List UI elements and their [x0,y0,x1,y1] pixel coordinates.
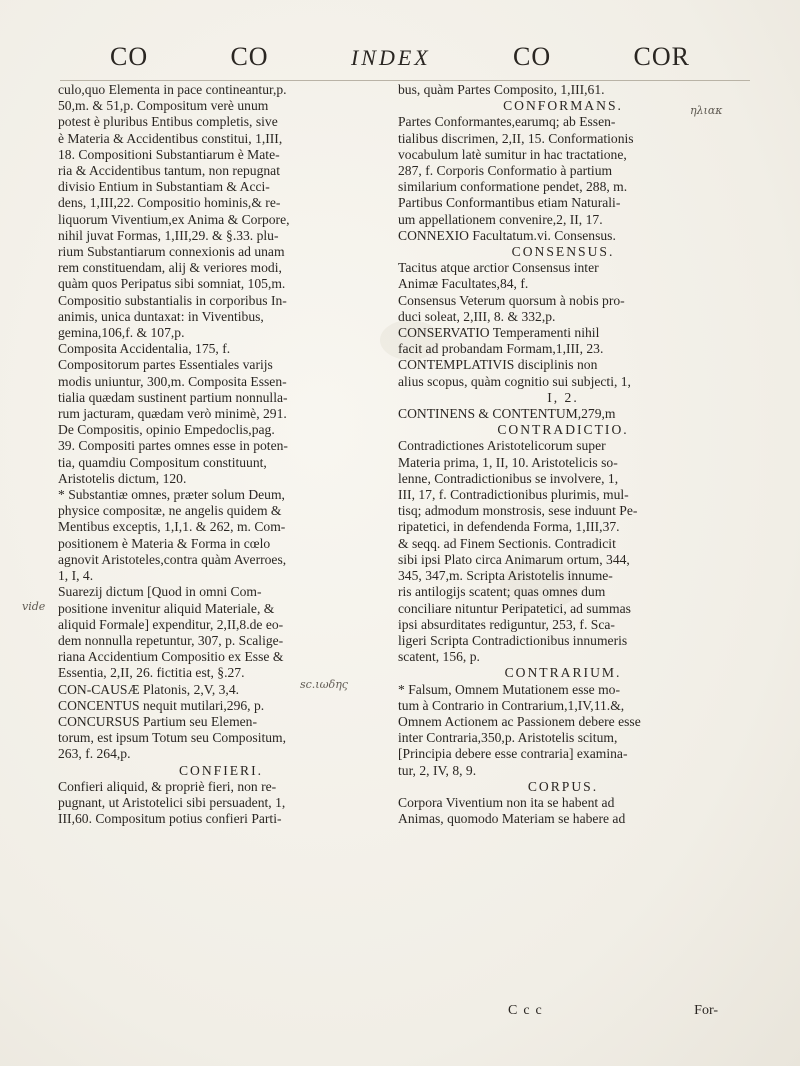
index-heading: CONTRARIUM. [504,665,622,681]
index-line: dem nonnulla repetuntur, 307, p. Scalige- [58,632,284,648]
index-line: 39. Compositi partes omnes esse in poten- [58,438,288,454]
index-line: rem constituendam, alij & veriores modi, [58,260,282,276]
index-line: CONTEMPLATIVIS disciplinis non [398,357,598,373]
index-line: ris antilogijs scatent; quas omnes dum [398,584,606,600]
index-line: tia, quamdiu Compositum constituunt, [58,454,267,470]
index-line: 1, I, 4. [58,568,94,584]
index-line: CONCURSUS Partium seu Elemen- [58,713,257,729]
right-column [398,82,728,827]
index-heading: CONTRADICTIO. [497,422,629,438]
index-line: quàm quos Peripatus sibi somniat, 105,m. [58,276,286,292]
index-line: è Materia & Accidentibus constitui, 1,III, [58,130,283,146]
index-line: CONNEXIO Facultatum.vi. Consensus. [398,227,616,243]
index-line: riana Accidentium Compositio ex Esse & [58,649,284,665]
index-line: Consensus Veterum quorsum à nobis pro- [398,292,625,308]
index-heading: CORPUS. [527,778,599,794]
header-left-1: CO [110,42,149,71]
index-line: Corpora Viventium non ita se habent ad [398,794,615,810]
index-line: alius scopus, quàm cognitio sui subjecti, 1, [398,373,631,389]
index-heading: I, 2. [547,389,579,405]
marginal-note: sc.ιωδης [300,678,348,691]
catchword: For- [694,1003,718,1018]
index-line: ipsi absurditates rediguntur, 253, f. Sca- [398,616,615,632]
index-line: [Principia debere esse contraria] examina- [398,746,628,762]
index-line: facit ad probandam Formam,1,III, 23. [398,341,604,357]
index-line: Animæ Facultates,84, f. [398,276,529,292]
index-line: ripatetici, in defendenda Forma, 1,III,37. [398,519,620,535]
index-line: Partes Conformantes,earumq; ab Essen- [398,114,616,130]
index-line: Aristotelis dictum, 120. [58,470,187,486]
index-line: CONTINENS & CONTENTUM,279,m [398,406,616,422]
index-line: Tacitus atque arctior Consensus inter [398,260,599,276]
index-line: rum jacturam, quædam verò minimè, 291. [58,406,287,422]
signature-mark: Ccc [508,1003,548,1018]
index-line: Contradictiones Aristotelicorum super [398,438,606,454]
index-line: 50,m. & 51,p. Compositum verè unum [58,98,269,114]
index-line: * Falsum, Omnem Mutationem esse mo- [398,681,621,697]
index-line: Omnem Actionem ac Passionem debere esse [398,713,641,729]
index-heading: CONFORMANS. [503,98,623,114]
left-column [58,82,384,827]
index-line: Composita Accidentalia, 175, f. [58,341,231,357]
index-line: vocabulum latè sumitur in hac tractatione, [398,146,627,162]
index-line: Animas, quomodo Materiam se habere ad [398,811,626,827]
index-line: physice compositæ, ne angelis quidem & [58,503,282,519]
index-line: De Compositis, opinio Empedoclis,pag. [58,422,275,438]
index-line: pugnant, ut Aristotelici sibi persuadent, 1, [58,794,286,810]
index-line: agnovit Aristoteles,contra quàm Averroes, [58,551,287,567]
index-line: inter Contraria,350,p. Aristotelis scitum, [398,730,618,746]
index-line: Compositio substantialis in corporibus In- [58,292,287,308]
index-line: tisq; admodum monstrosis, sese induunt Pe- [398,503,638,519]
index-line: * Substantiæ omnes, præter solum Deum, [58,487,285,503]
index-line: aliquid Formale] expenditur, 2,II,8.de eo- [58,616,284,632]
marginal-note: vide [22,600,46,613]
index-line: Compositorum partes Essentiales varijs [58,357,273,373]
index-line: 345, 347,m. Scripta Aristotelis innume- [398,568,613,584]
index-line: torum, est ipsum Totum seu Compositum, [58,730,287,746]
header-rule [60,80,750,81]
running-header [110,42,690,82]
index-line: liquorum Viventium,ex Anima & Corpore, [58,211,290,227]
index-line: modis uniuntur, 300,m. Composita Essen- [58,373,287,389]
index-line: gemina,106,f. & 107,p. [58,325,185,341]
index-line: III, 17, f. Contradictionibus plurimis, mul- [398,487,629,503]
index-line: potest è pluribus Entibus completis, sive [58,114,278,130]
index-line: positione invenitur aliquid Materiale, & [58,600,275,616]
index-line: & seqq. ad Finem Sectionis. Contradicit [398,535,616,551]
index-line: Mentibus exceptis, 1,I,1. & 262, m. Com- [58,519,286,535]
index-heading: CONFIERI. [178,762,264,778]
index-line: scatent, 156, p. [398,649,480,665]
index-line: tur, 2, IV, 8, 9. [398,762,477,778]
index-line: sibi ipsi Plato circa Animarum ortum, 344, [398,551,630,567]
index-line: positionem è Materia & Forma in cœlo [58,535,271,551]
index-line: rium Substantiarum connexionis ad unam [58,244,285,260]
index-line: divisio Entium in Substantiam & Acci- [58,179,270,195]
index-line: animis, unica duntaxat: in Viventibus, [58,308,264,324]
index-line: nihil juvat Formas, 1,III,29. & §.33. plu- [58,227,279,243]
index-line: Confieri aliquid, & propriè fieri, non re- [58,778,277,794]
index-line: III,60. Compositum potius confieri Parti- [58,811,282,827]
index-line: similarium conformatione pendet, 288, m. [398,179,628,195]
index-line: tum à Contrario in Contrarium,1,IV,11.&, [398,697,625,713]
index-line: tialibus discrimen, 2,II, 15. Conformationis [398,130,634,146]
header-right-2: COR [633,42,690,71]
header-left-2: CO [230,42,269,71]
index-line: duci soleat, 2,III, 8. & 332,p. [398,308,556,324]
index-line: conciliare nituntur Peripatetici, ad summas [398,600,631,616]
index-line: ria & Accidentibus tantum, non repugnat [58,163,280,179]
index-line: ligeri Scripta Contradictionibus innumeris [398,632,628,648]
header-title: INDEX [350,45,431,70]
index-line: lenne, Contradictionibus se involvere, 1, [398,470,619,486]
index-line: CON-CAUSÆ Platonis, 2,V, 3,4. [58,681,240,697]
index-line: Suarezij dictum [Quod in omni Com- [58,584,262,600]
index-line: Partibus Conformantibus etiam Naturali- [398,195,621,211]
index-line: 18. Compositioni Substantiarum è Mate- [58,146,280,162]
index-heading: CONSENSUS. [511,244,615,260]
index-line: dens, 1,III,22. Compositio hominis,& re- [58,195,281,211]
index-line: 263, f. 264,p. [58,746,131,762]
index-line: tialia quædam sustinent partium nonnulla- [58,389,288,405]
index-line: um appellationem convenire,2, II, 17. [398,211,603,227]
index-line: CONCENTUS nequit mutilari,296, p. [58,697,265,713]
index-line: culo,quo Elementa in pace contineantur,p. [58,82,287,97]
index-line: 287, f. Corporis Conformatio à partium [398,163,613,179]
index-line: CONSERVATIO Temperamenti nihil [398,325,600,341]
index-line: Essentia, 2,II, 26. fictitia est, §.27. [58,665,245,681]
header-right-1: CO [513,42,552,71]
index-line: bus, quàm Partes Composito, 1,III,61. [398,82,605,97]
marginal-note: ηλιακ [690,104,723,117]
index-line: Materia prima, 1, II, 10. Aristotelicis so- [398,454,618,470]
